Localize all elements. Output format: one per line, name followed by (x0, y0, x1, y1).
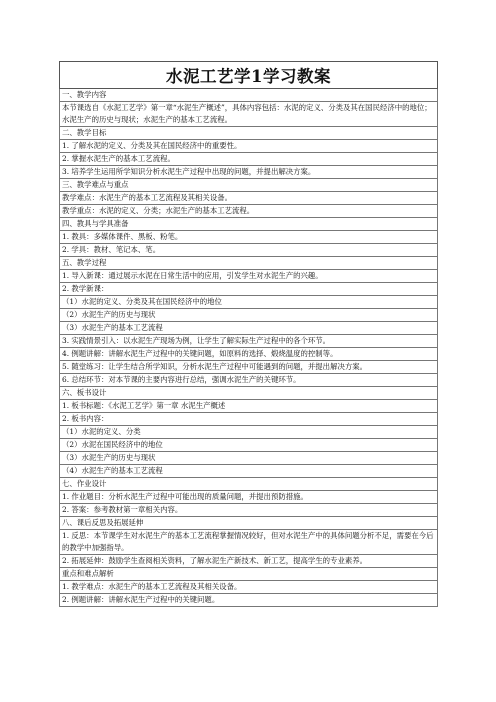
table-row: 2. 掌握水泥生产的基本工艺流程。 (59, 153, 438, 166)
table-row: 八、课后反思及拓展延伸 (59, 517, 438, 530)
table-row: 五、教学过程 (59, 257, 438, 270)
table-row: 2. 例题讲解：讲解水泥生产过程中的关键问题。 (59, 594, 438, 607)
table-row: （4）水泥生产的基本工艺流程 (59, 465, 438, 478)
table-row: 2. 拓展延伸：鼓励学生查阅相关资料，了解水泥生产新技术、新工艺，提高学生的专业素养。 (59, 555, 438, 568)
table-row: （1）水泥的定义、分类 (59, 426, 438, 439)
table-row: 5. 随堂练习：让学生结合所学知识，分析水泥生产过程中可能遇到的问题，并提出解决方案。 (59, 361, 438, 374)
table-row: 2. 答案：参考教材第一章相关内容。 (59, 504, 438, 517)
table-row: 教学重点：水泥的定义、分类；水泥生产的基本工艺流程。 (59, 205, 438, 218)
table-row: 一、教学内容 (59, 89, 438, 102)
table-row: （3）水泥生产的基本工艺流程 (59, 322, 438, 335)
content-table (59, 89, 438, 607)
table-row: 二、教学目标 (59, 127, 438, 140)
table-row: 三、教学难点与重点 (59, 179, 438, 192)
table-row: （2）水泥生产的历史与现状 (59, 309, 438, 322)
table-row: 1. 板书标题：《水泥工艺学》第一章 水泥生产概述 (59, 400, 438, 413)
table-row: 重点和难点解析 (59, 568, 438, 581)
table-row: 2. 板书内容： (59, 413, 438, 426)
table-row: 2. 教学新课： (59, 283, 438, 296)
table-row: 2. 学具：教材、笔记本、笔。 (59, 244, 438, 257)
table-row: 6. 总结环节：对本节课的主要内容进行总结，强调水泥生产的关键环节。 (59, 374, 438, 387)
table-row: 教学难点：水泥生产的基本工艺流程及其相关设备。 (59, 192, 438, 205)
table-row: （1）水泥的定义、分类及其在国民经济中的地位 (59, 296, 438, 309)
table-row: 4. 例题讲解：讲解水泥生产过程中的关键问题，如原料的选择、煅烧温度的控制等。 (59, 348, 438, 361)
table-row: 1. 反思：本节课学生对水泥生产的基本工艺流程掌握情况较好，但对水泥生产中的具体问题分析不足，需要在今后的教学中加强指导。 (59, 530, 438, 555)
table-row: 七、作业设计 (59, 478, 438, 491)
table-row: 3. 培养学生运用所学知识分析水泥生产过程中出现的问题，并提出解决方案。 (59, 166, 438, 179)
table-row: 1. 教学难点：水泥生产的基本工艺流程及其相关设备。 (59, 581, 438, 594)
table-row: 1. 了解水泥的定义、分类及其在国民经济中的重要性。 (59, 140, 438, 153)
table-row: 六、板书设计 (59, 387, 438, 400)
table-row: 1. 导入新课：通过展示水泥在日常生活中的应用，引发学生对水泥生产的兴趣。 (59, 270, 438, 283)
table-row: （3）水泥生产的历史与现状 (59, 452, 438, 465)
table-row: 四、教具与学具准备 (59, 218, 438, 231)
lesson-plan-document (59, 61, 438, 607)
table-row: 3. 实践情景引入：以水泥生产现场为例，让学生了解实际生产过程中的各个环节。 (59, 335, 438, 348)
table-row: 1. 教具：多媒体课件、黑板、粉笔。 (59, 231, 438, 244)
table-row: 本节课选自《水泥工艺学》第一章“水泥生产概述”，具体内容包括：水泥的定义、分类及其在国民经济中的地位；水泥生产的历史与现状；水泥生产的基本工艺流程。 (59, 102, 438, 127)
table-row: （2）水泥在国民经济中的地位 (59, 439, 438, 452)
table-row: 1. 作业题目：分析水泥生产过程中可能出现的质量问题，并提出预防措施。 (59, 491, 438, 504)
document-title: 水泥工艺学1学习教案 (166, 67, 331, 86)
title-cell (59, 61, 438, 89)
